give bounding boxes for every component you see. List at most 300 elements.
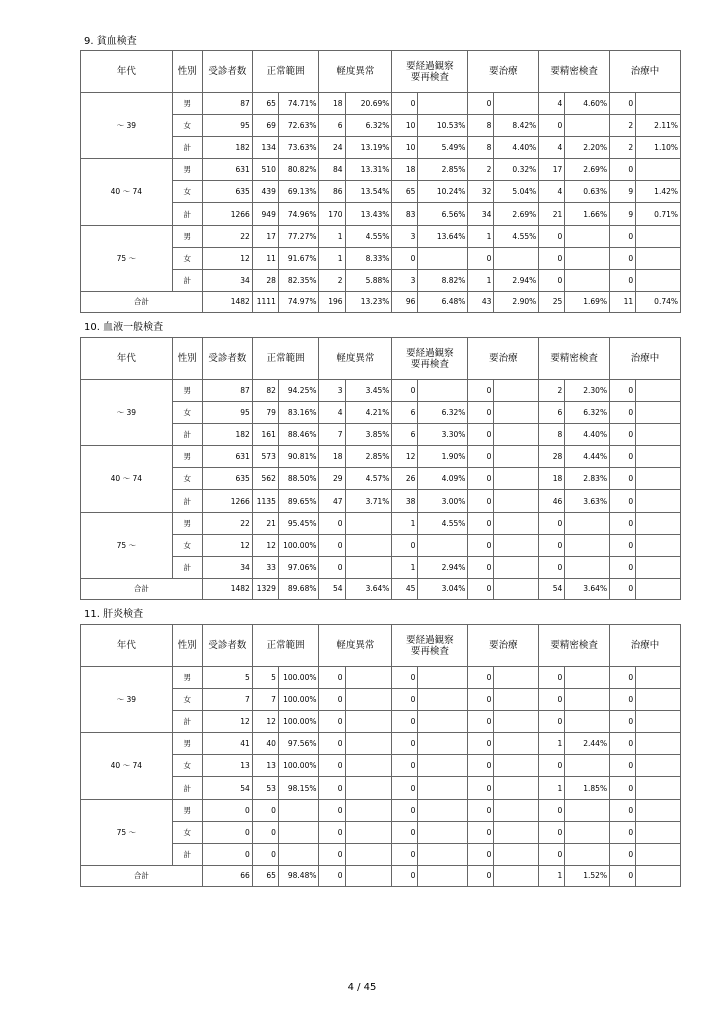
treatment-pct-cell (494, 490, 539, 512)
treatment-count-cell: 0 (468, 402, 494, 424)
total-followup-pct-cell: 6.48% (418, 291, 468, 312)
treatment-pct-cell (494, 424, 539, 446)
detailed-pct-cell: 1.66% (565, 203, 610, 225)
undertreat-count-cell: 0 (610, 733, 636, 755)
total-detailed-pct-cell: 3.64% (565, 578, 610, 599)
mild-count-cell: 0 (319, 711, 345, 733)
followup-pct-cell (418, 843, 468, 865)
undertreat-count-cell: 0 (610, 821, 636, 843)
sex-cell: 男 (172, 512, 202, 534)
detailed-count-cell: 0 (539, 115, 565, 137)
followup-count-cell: 0 (392, 667, 418, 689)
header-mild-text: 軽度異常 (336, 353, 375, 364)
header-undertreat (610, 338, 681, 380)
followup-count-cell: 0 (392, 380, 418, 402)
normal-pct-cell: 77.27% (278, 225, 319, 247)
total-normal-count-cell: 1111 (252, 291, 278, 312)
sex-cell: 計 (172, 556, 202, 578)
mild-count-cell: 4 (319, 402, 345, 424)
followup-count-cell: 3 (392, 269, 418, 291)
followup-pct-cell (418, 534, 468, 556)
treatment-count-cell: 0 (468, 512, 494, 534)
followup-pct-cell (418, 777, 468, 799)
mild-count-cell: 0 (319, 821, 345, 843)
header-followup (392, 338, 468, 380)
normal-count-cell: 7 (252, 689, 278, 711)
followup-count-cell: 10 (392, 115, 418, 137)
undertreat-count-cell: 0 (610, 755, 636, 777)
followup-pct-cell (418, 733, 468, 755)
sex-cell: 女 (172, 115, 202, 137)
detailed-count-cell: 0 (539, 821, 565, 843)
total-normal-pct-cell: 98.48% (278, 865, 319, 886)
undertreat-count-cell: 0 (610, 402, 636, 424)
total-undertreat-pct-cell (636, 865, 681, 886)
undertreat-pct-cell (636, 512, 681, 534)
sex-cell: 計 (172, 424, 202, 446)
mild-count-cell: 0 (319, 755, 345, 777)
followup-pct-cell (418, 711, 468, 733)
detailed-pct-cell (565, 689, 610, 711)
undertreat-pct-cell (636, 468, 681, 490)
normal-pct-cell: 91.67% (278, 247, 319, 269)
detailed-count-cell: 0 (539, 755, 565, 777)
table-row (81, 667, 681, 689)
detailed-pct-cell: 2.44% (565, 733, 610, 755)
mild-pct-cell: 4.21% (345, 402, 392, 424)
followup-count-cell: 83 (392, 203, 418, 225)
normal-count-cell: 1135 (252, 490, 278, 512)
detailed-count-cell: 0 (539, 667, 565, 689)
followup-count-cell: 0 (392, 711, 418, 733)
treatment-pct-cell (494, 755, 539, 777)
sex-cell: 男 (172, 733, 202, 755)
treatment-pct-cell (494, 468, 539, 490)
detailed-pct-cell (565, 225, 610, 247)
followup-pct-cell: 2.85% (418, 159, 468, 181)
undertreat-count-cell: 2 (610, 137, 636, 159)
header-age (81, 51, 173, 93)
detailed-count-cell: 0 (539, 556, 565, 578)
treatment-pct-cell (494, 711, 539, 733)
mild-pct-cell (345, 711, 392, 733)
header-examinees (202, 51, 252, 93)
followup-count-cell: 0 (392, 247, 418, 269)
header-age (81, 338, 173, 380)
header-followup-line1: 要経過観察 (406, 634, 454, 646)
header-detailed-text: 要精密検査 (550, 66, 598, 77)
followup-count-cell: 0 (392, 534, 418, 556)
total-row (81, 291, 681, 312)
detailed-count-cell: 4 (539, 137, 565, 159)
results-table (80, 50, 681, 313)
followup-pct-cell: 4.55% (418, 512, 468, 534)
treatment-count-cell: 0 (468, 490, 494, 512)
undertreat-pct-cell (636, 777, 681, 799)
total-detailed-pct-cell: 1.52% (565, 865, 610, 886)
treatment-count-cell: 0 (468, 777, 494, 799)
followup-count-cell: 6 (392, 402, 418, 424)
undertreat-pct-cell (636, 843, 681, 865)
examinees-cell: 1266 (202, 490, 252, 512)
examinees-cell: 22 (202, 512, 252, 534)
mild-pct-cell (345, 689, 392, 711)
undertreat-count-cell: 0 (610, 799, 636, 821)
treatment-count-cell: 32 (468, 181, 494, 203)
treatment-pct-cell (494, 512, 539, 534)
header-normal (252, 625, 319, 667)
mild-count-cell: 7 (319, 424, 345, 446)
undertreat-count-cell: 0 (610, 490, 636, 512)
mild-count-cell: 1 (319, 225, 345, 247)
mild-pct-cell: 13.31% (345, 159, 392, 181)
header-undertreat-text: 治療中 (630, 66, 660, 77)
sex-cell: 女 (172, 755, 202, 777)
followup-count-cell: 0 (392, 755, 418, 777)
mild-count-cell: 29 (319, 468, 345, 490)
header-examinees (202, 338, 252, 380)
sex-cell: 計 (172, 137, 202, 159)
examinees-cell: 54 (202, 777, 252, 799)
total-detailed-count-cell: 25 (539, 291, 565, 312)
mild-count-cell: 0 (319, 534, 345, 556)
followup-count-cell: 38 (392, 490, 418, 512)
detailed-pct-cell: 6.32% (565, 402, 610, 424)
examinees-cell: 34 (202, 269, 252, 291)
table-row (81, 512, 681, 534)
sex-cell: 女 (172, 181, 202, 203)
normal-count-cell: 21 (252, 512, 278, 534)
followup-pct-cell (418, 93, 468, 115)
age-group-cell: ～ 39 (81, 93, 173, 159)
total-followup-count-cell: 45 (392, 578, 418, 599)
age-group-cell: 40 ～ 74 (81, 446, 173, 512)
treatment-pct-cell: 2.69% (494, 203, 539, 225)
treatment-pct-cell (494, 799, 539, 821)
header-age-text: 年代 (116, 640, 136, 651)
undertreat-count-cell: 0 (610, 512, 636, 534)
undertreat-count-cell: 0 (610, 777, 636, 799)
treatment-count-cell: 0 (468, 468, 494, 490)
header-examinees-text: 受診者数 (208, 66, 247, 77)
followup-pct-cell: 8.82% (418, 269, 468, 291)
undertreat-count-cell: 0 (610, 159, 636, 181)
age-group-cell: 75 ～ (81, 799, 173, 865)
treatment-pct-cell: 8.42% (494, 115, 539, 137)
header-normal-text: 正常範囲 (266, 66, 305, 77)
header-sex (172, 51, 202, 93)
followup-pct-cell (418, 689, 468, 711)
total-label: 合計 (81, 291, 203, 312)
header-age (81, 625, 173, 667)
mild-pct-cell: 13.54% (345, 181, 392, 203)
detailed-count-cell: 1 (539, 733, 565, 755)
examinees-cell: 631 (202, 446, 252, 468)
mild-pct-cell (345, 843, 392, 865)
detailed-pct-cell (565, 512, 610, 534)
header-followup-line2: 要再検査 (410, 645, 449, 657)
age-group-cell: 75 ～ (81, 225, 173, 291)
normal-pct-cell: 100.00% (278, 667, 319, 689)
mild-pct-cell (345, 777, 392, 799)
treatment-pct-cell: 4.40% (494, 137, 539, 159)
mild-pct-cell (345, 733, 392, 755)
detailed-count-cell: 4 (539, 181, 565, 203)
header-undertreat (610, 51, 681, 93)
undertreat-pct-cell: 0.71% (636, 203, 681, 225)
mild-pct-cell: 5.88% (345, 269, 392, 291)
normal-count-cell: 510 (252, 159, 278, 181)
mild-pct-cell: 13.43% (345, 203, 392, 225)
treatment-count-cell: 0 (468, 799, 494, 821)
examinees-cell: 22 (202, 225, 252, 247)
undertreat-pct-cell (636, 93, 681, 115)
total-normal-count-cell: 65 (252, 865, 278, 886)
sex-cell: 男 (172, 225, 202, 247)
treatment-pct-cell (494, 93, 539, 115)
total-examinees-cell: 1482 (202, 291, 252, 312)
table-row (81, 225, 681, 247)
detailed-pct-cell: 4.60% (565, 93, 610, 115)
examinees-cell: 182 (202, 424, 252, 446)
total-mild-count-cell: 0 (319, 865, 345, 886)
header-age-text: 年代 (116, 66, 136, 77)
normal-pct-cell: 73.63% (278, 137, 319, 159)
header-mild-text: 軽度異常 (336, 640, 375, 651)
examinees-cell: 635 (202, 181, 252, 203)
treatment-pct-cell: 2.94% (494, 269, 539, 291)
undertreat-pct-cell (636, 556, 681, 578)
undertreat-count-cell: 0 (610, 689, 636, 711)
followup-count-cell: 10 (392, 137, 418, 159)
treatment-count-cell: 0 (468, 711, 494, 733)
normal-count-cell: 573 (252, 446, 278, 468)
normal-pct-cell (278, 799, 319, 821)
header-normal-text: 正常範囲 (266, 353, 305, 364)
examinees-cell: 12 (202, 247, 252, 269)
total-examinees-cell: 1482 (202, 578, 252, 599)
detailed-pct-cell: 2.20% (565, 137, 610, 159)
mild-count-cell: 18 (319, 93, 345, 115)
followup-count-cell: 1 (392, 556, 418, 578)
detailed-pct-cell: 2.69% (565, 159, 610, 181)
normal-pct-cell: 74.71% (278, 93, 319, 115)
total-detailed-count-cell: 54 (539, 578, 565, 599)
normal-pct-cell: 97.06% (278, 556, 319, 578)
undertreat-count-cell: 0 (610, 711, 636, 733)
treatment-pct-cell (494, 821, 539, 843)
mild-pct-cell (345, 667, 392, 689)
header-row (81, 625, 681, 667)
undertreat-count-cell: 9 (610, 181, 636, 203)
mild-count-cell: 0 (319, 777, 345, 799)
header-sex (172, 625, 202, 667)
examinees-cell: 95 (202, 115, 252, 137)
undertreat-pct-cell (636, 269, 681, 291)
header-sex-text: 性別 (177, 353, 197, 364)
followup-pct-cell: 4.09% (418, 468, 468, 490)
total-undertreat-count-cell: 0 (610, 865, 636, 886)
mild-pct-cell: 3.45% (345, 380, 392, 402)
detailed-count-cell: 0 (539, 689, 565, 711)
section-title: 9. 貧血検査 (84, 36, 137, 47)
undertreat-pct-cell (636, 821, 681, 843)
header-normal (252, 51, 319, 93)
detailed-count-cell: 18 (539, 468, 565, 490)
treatment-count-cell: 0 (468, 247, 494, 269)
sex-cell: 男 (172, 446, 202, 468)
followup-pct-cell: 2.94% (418, 556, 468, 578)
followup-pct-cell: 5.49% (418, 137, 468, 159)
header-mild (319, 625, 392, 667)
undertreat-pct-cell (636, 755, 681, 777)
sex-cell: 女 (172, 402, 202, 424)
header-followup-line2: 要再検査 (410, 71, 449, 83)
detailed-count-cell: 21 (539, 203, 565, 225)
followup-count-cell: 0 (392, 93, 418, 115)
undertreat-pct-cell (636, 733, 681, 755)
total-label: 合計 (81, 578, 203, 599)
detailed-pct-cell (565, 843, 610, 865)
treatment-count-cell: 0 (468, 380, 494, 402)
undertreat-count-cell: 0 (610, 667, 636, 689)
detailed-pct-cell (565, 799, 610, 821)
treatment-pct-cell: 5.04% (494, 181, 539, 203)
examinees-cell: 7 (202, 689, 252, 711)
normal-pct-cell: 95.45% (278, 512, 319, 534)
detailed-count-cell: 0 (539, 799, 565, 821)
followup-count-cell: 3 (392, 225, 418, 247)
header-detailed (539, 51, 610, 93)
header-undertreat-text: 治療中 (630, 353, 660, 364)
detailed-count-cell: 8 (539, 424, 565, 446)
mild-count-cell: 3 (319, 380, 345, 402)
header-examinees-text: 受診者数 (208, 353, 247, 364)
undertreat-count-cell: 0 (610, 843, 636, 865)
mild-pct-cell: 4.55% (345, 225, 392, 247)
normal-count-cell: 82 (252, 380, 278, 402)
total-normal-pct-cell: 89.68% (278, 578, 319, 599)
treatment-pct-cell (494, 556, 539, 578)
detailed-count-cell: 6 (539, 402, 565, 424)
results-table (80, 624, 681, 887)
header-followup-line1: 要経過観察 (406, 60, 454, 72)
header-examinees-text: 受診者数 (208, 640, 247, 651)
mild-pct-cell (345, 799, 392, 821)
normal-pct-cell (278, 821, 319, 843)
age-group-cell: 40 ～ 74 (81, 733, 173, 799)
normal-count-cell: 439 (252, 181, 278, 203)
normal-count-cell: 40 (252, 733, 278, 755)
detailed-count-cell: 0 (539, 225, 565, 247)
treatment-count-cell: 0 (468, 733, 494, 755)
detailed-pct-cell (565, 556, 610, 578)
mild-pct-cell: 3.85% (345, 424, 392, 446)
normal-count-cell: 13 (252, 755, 278, 777)
normal-count-cell: 949 (252, 203, 278, 225)
section-title: 10. 血液一般検査 (84, 322, 164, 333)
total-treatment-pct-cell (494, 578, 539, 599)
normal-pct-cell: 72.63% (278, 115, 319, 137)
header-followup (392, 51, 468, 93)
examinees-cell: 0 (202, 821, 252, 843)
examinees-cell: 95 (202, 402, 252, 424)
followup-pct-cell: 10.24% (418, 181, 468, 203)
examinees-cell: 0 (202, 799, 252, 821)
total-followup-count-cell: 96 (392, 291, 418, 312)
examinees-cell: 41 (202, 733, 252, 755)
followup-pct-cell (418, 380, 468, 402)
total-treatment-pct-cell: 2.90% (494, 291, 539, 312)
total-mild-count-cell: 54 (319, 578, 345, 599)
treatment-pct-cell (494, 247, 539, 269)
undertreat-count-cell: 0 (610, 468, 636, 490)
followup-pct-cell (418, 247, 468, 269)
table-row (81, 93, 681, 115)
header-followup-line1: 要経過観察 (406, 347, 454, 359)
undertreat-pct-cell (636, 799, 681, 821)
treatment-count-cell: 0 (468, 446, 494, 468)
undertreat-count-cell: 0 (610, 225, 636, 247)
total-followup-pct-cell: 3.04% (418, 578, 468, 599)
header-treatment (468, 625, 539, 667)
normal-count-cell: 161 (252, 424, 278, 446)
detailed-count-cell: 1 (539, 777, 565, 799)
examinees-cell: 631 (202, 159, 252, 181)
detailed-pct-cell (565, 755, 610, 777)
detailed-count-cell: 0 (539, 534, 565, 556)
treatment-count-cell: 0 (468, 821, 494, 843)
mild-pct-cell (345, 821, 392, 843)
undertreat-count-cell: 0 (610, 534, 636, 556)
total-undertreat-pct-cell (636, 578, 681, 599)
mild-count-cell: 0 (319, 733, 345, 755)
section-title: 11. 肝炎検査 (84, 609, 144, 620)
total-row (81, 865, 681, 886)
treatment-pct-cell: 0.32% (494, 159, 539, 181)
treatment-pct-cell (494, 777, 539, 799)
normal-pct-cell: 88.50% (278, 468, 319, 490)
header-treatment-text: 要治療 (489, 640, 518, 651)
header-row (81, 51, 681, 93)
detailed-count-cell: 0 (539, 247, 565, 269)
mild-count-cell: 0 (319, 512, 345, 534)
normal-pct-cell: 100.00% (278, 534, 319, 556)
normal-count-cell: 65 (252, 93, 278, 115)
detailed-pct-cell: 2.83% (565, 468, 610, 490)
page-number: 4 / 45 (347, 982, 377, 993)
detailed-pct-cell (565, 667, 610, 689)
sex-cell: 女 (172, 247, 202, 269)
treatment-count-cell: 1 (468, 269, 494, 291)
treatment-pct-cell: 4.55% (494, 225, 539, 247)
header-mild (319, 338, 392, 380)
mild-pct-cell (345, 512, 392, 534)
sex-cell: 男 (172, 93, 202, 115)
mild-count-cell: 170 (319, 203, 345, 225)
normal-count-cell: 562 (252, 468, 278, 490)
treatment-pct-cell (494, 402, 539, 424)
followup-count-cell: 0 (392, 799, 418, 821)
normal-pct-cell: 98.15% (278, 777, 319, 799)
sex-cell: 計 (172, 490, 202, 512)
examinees-cell: 0 (202, 843, 252, 865)
undertreat-pct-cell (636, 689, 681, 711)
detailed-count-cell: 0 (539, 843, 565, 865)
mild-count-cell: 86 (319, 181, 345, 203)
header-mild (319, 51, 392, 93)
detailed-pct-cell: 4.40% (565, 424, 610, 446)
